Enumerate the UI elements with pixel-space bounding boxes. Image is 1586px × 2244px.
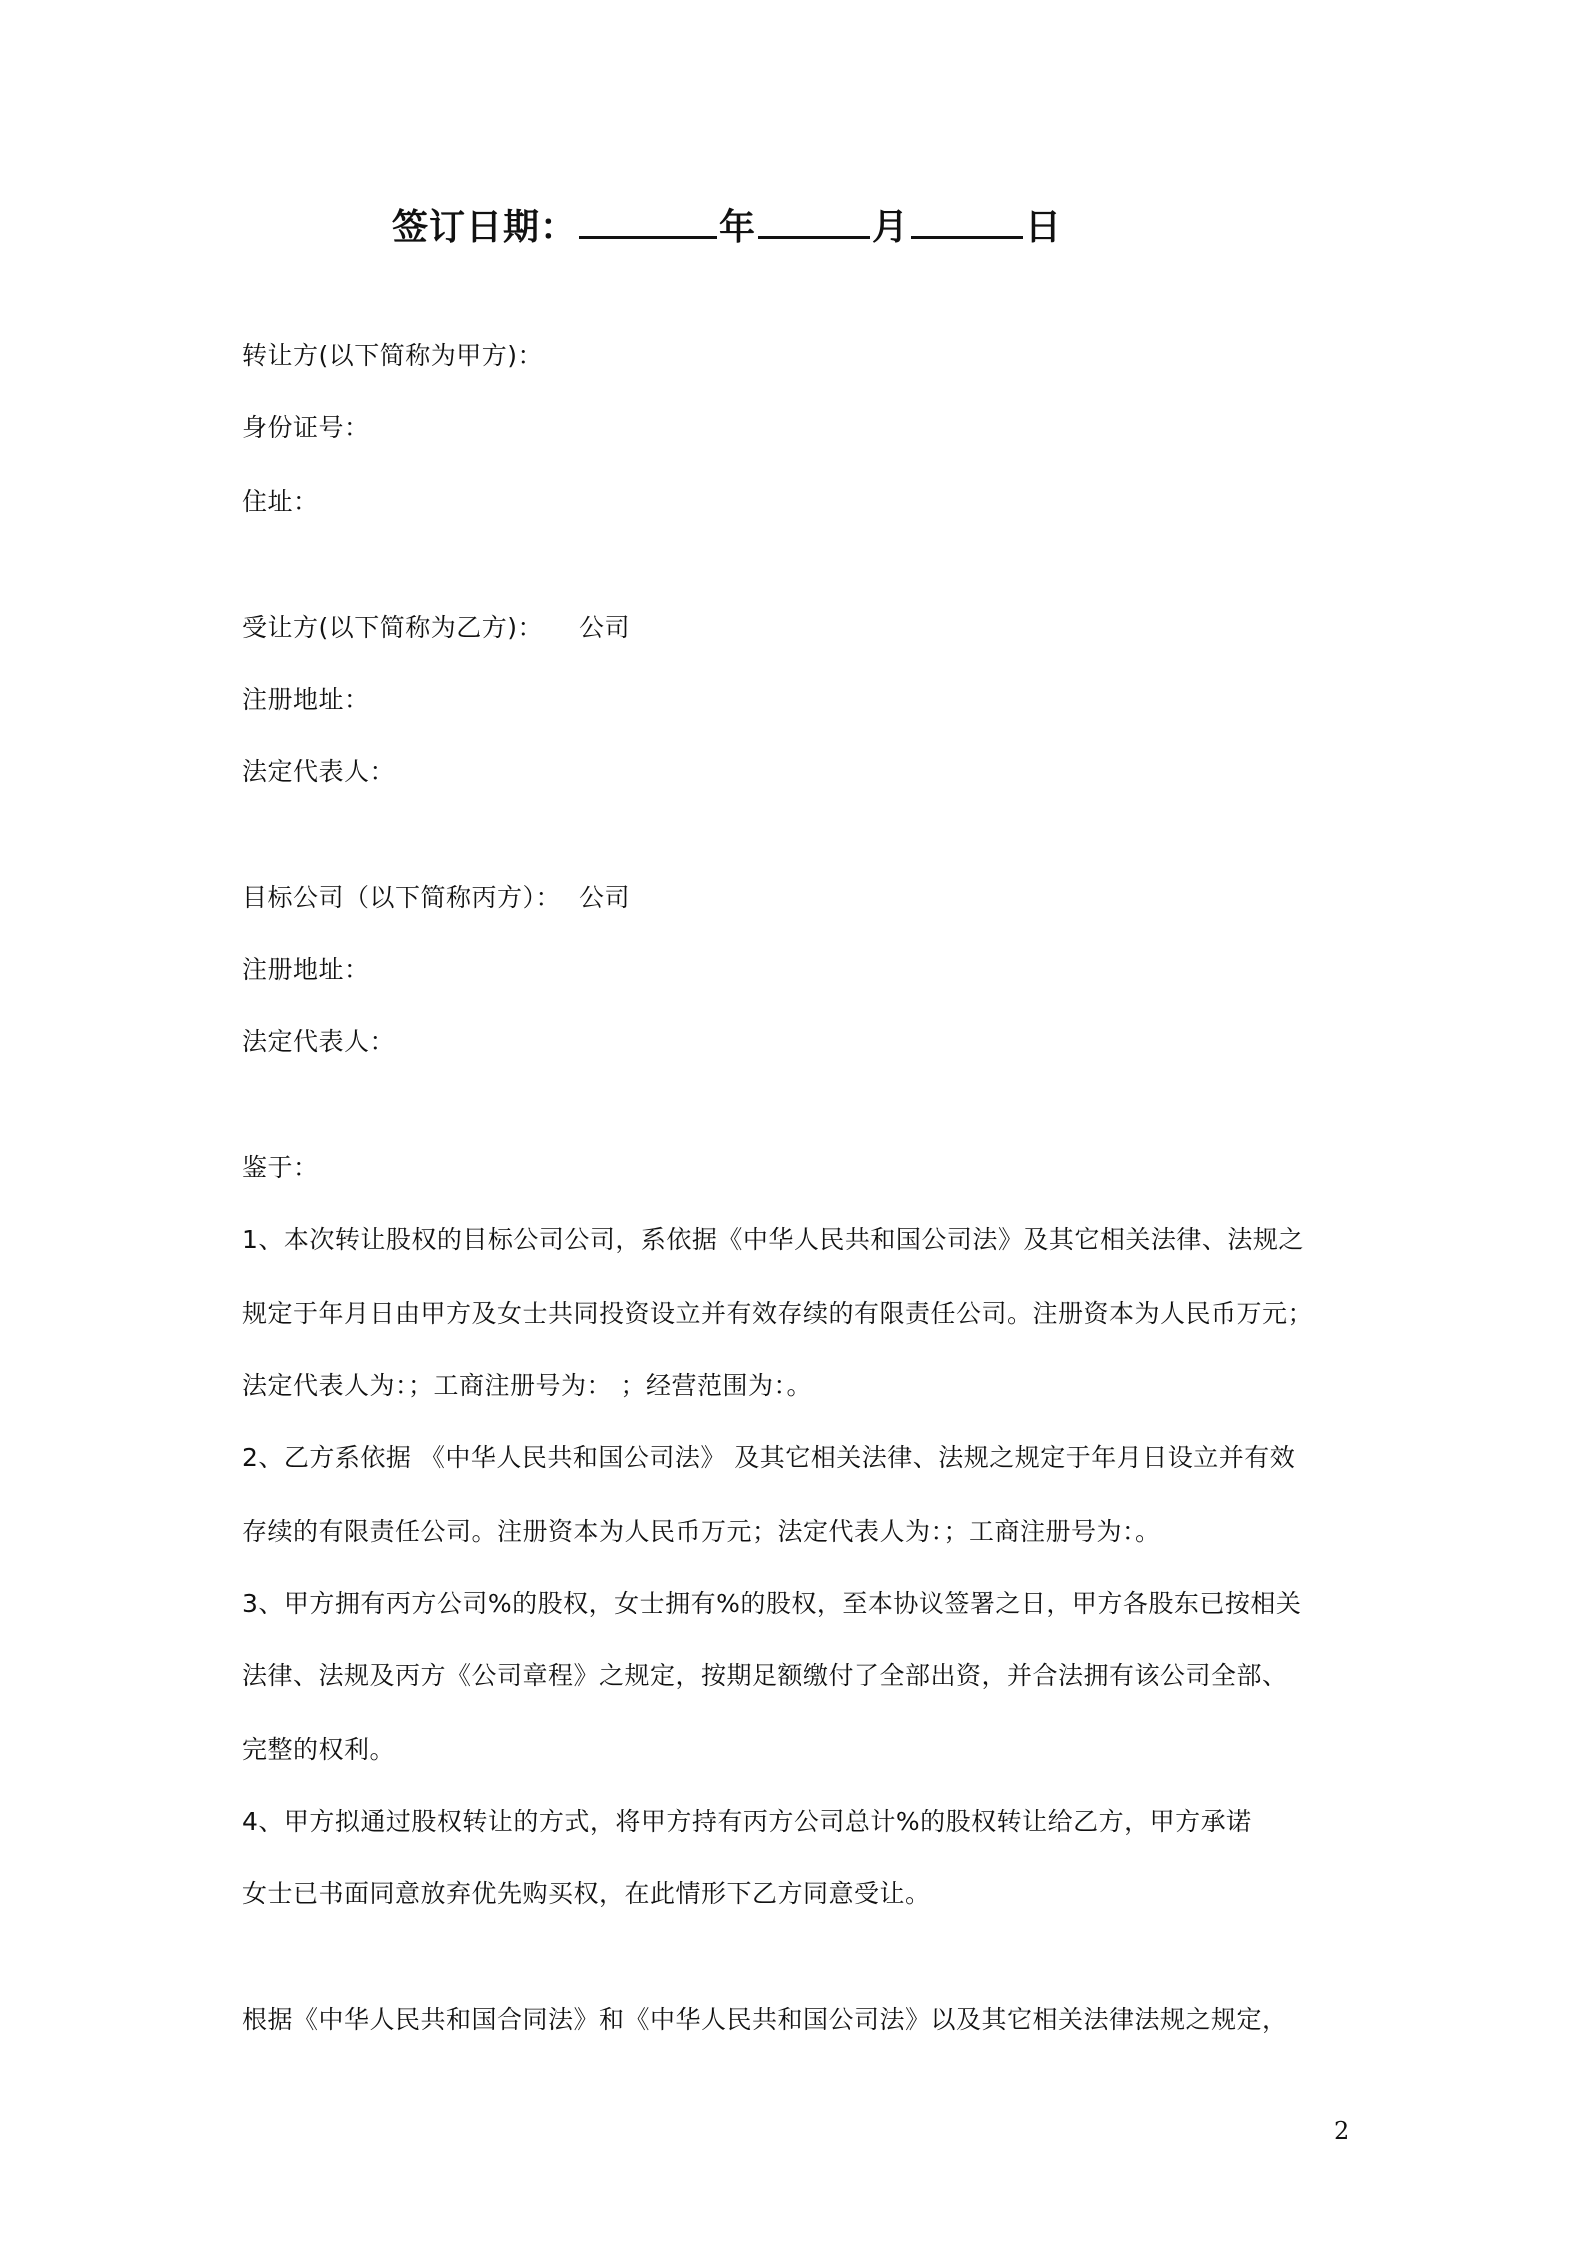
party-b-company: 公司 [579,613,631,642]
day-label: 日 [1025,207,1063,248]
year-label: 年 [719,207,757,248]
closing-line: 根据《中华人民共和国合同法》和《中华人民共和国公司法》以及其它相关法律法规之规定， [242,2005,1288,2034]
day-blank [911,200,1023,239]
party-b-title: 受让方(以下简称为乙方)： [242,613,544,642]
party-b-title-line [242,610,630,646]
party-b-address-label: 注册地址： [242,685,370,714]
whereas-line: 1、本次转让股权的目标公司公司，系依据《中华人民共和国公司法》及其它相关法律、法规之 [242,1225,1304,1254]
whereas-line: 女士已书面同意放弃优先购买权，在此情形下乙方同意受让。 [242,1879,931,1908]
year-blank [579,200,717,239]
whereas-line: 法律、法规及丙方《公司章程》之规定，按期足额缴付了全部出资，并合法拥有该公司全部、 [242,1661,1288,1690]
signing-date-label: 签订日期： [392,207,578,248]
whereas-line: 3、甲方拥有丙方公司%的股权，女士拥有%的股权，至本协议签署之日，甲方各股东已按相关 [242,1589,1302,1618]
party-c-address-label: 注册地址： [242,955,370,984]
party-a-id-label: 身份证号： [242,413,370,442]
whereas-line: 法定代表人为：；工商注册号为： ；经营范围为：。 [242,1371,812,1400]
whereas-line: 规定于年月日由甲方及女士共同投资设立并有效存续的有限责任公司。注册资本为人民币万元； [242,1299,1314,1328]
month-blank [758,200,870,239]
whereas-line: 完整的权利。 [242,1735,396,1764]
page-number: 2 [1334,2117,1350,2145]
party-b-rep-label: 法定代表人： [242,757,396,786]
party-a-title: 转让方(以下简称为甲方)： [242,341,544,370]
signing-date-line [392,200,1062,254]
whereas-line: 2、乙方系依据 《中华人民共和国公司法》 及其它相关法律、法规之规定于年月日设立并有效 [242,1443,1296,1472]
whereas-line: 4、甲方拟通过股权转让的方式，将甲方持有丙方公司总计%的股权转让给乙方，甲方承诺 [242,1807,1252,1836]
whereas-line: 存续的有限责任公司。注册资本为人民币万元；法定代表人为：；工商注册号为：。 [242,1517,1161,1546]
month-label: 月 [872,207,910,248]
whereas-heading: 鉴于： [242,1153,319,1182]
party-a-address-label: 住址： [242,487,319,516]
party-c-title: 目标公司（以下简称丙方）： [242,883,562,912]
party-c-rep-label: 法定代表人： [242,1027,396,1056]
party-c-company: 公司 [579,883,631,912]
party-c-title-line [242,880,630,916]
